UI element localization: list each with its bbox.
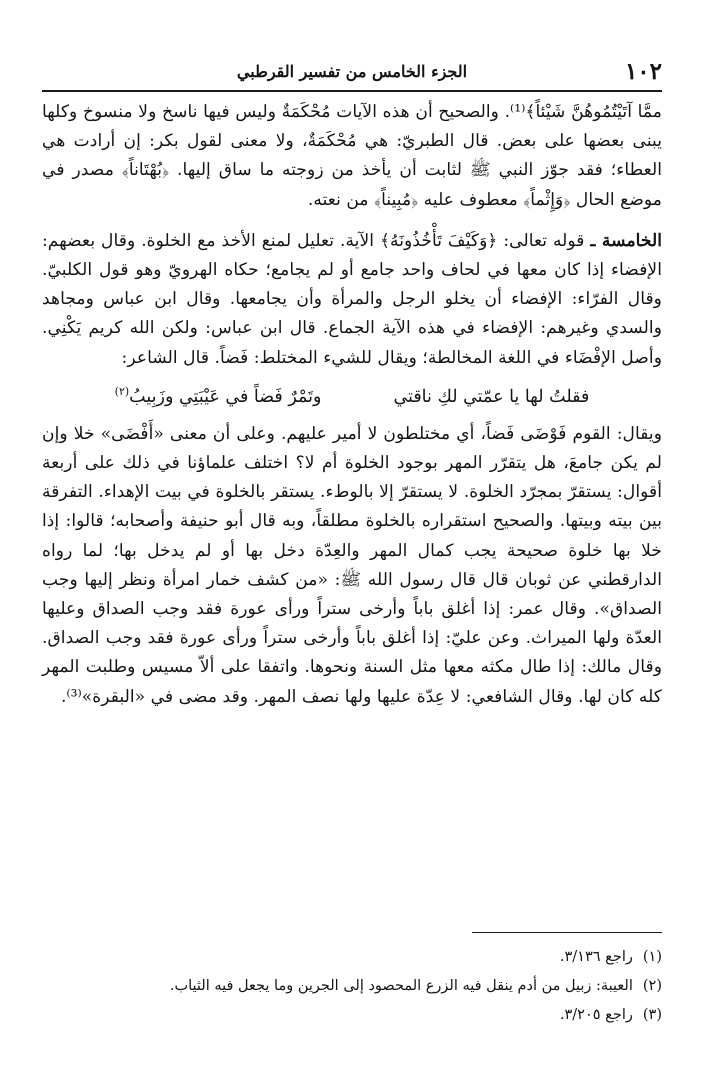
paragraph-2-text: قوله تعالى: ﴿وَكَيْفَ تَأْخُذُونَهُ﴾ الآية. تعليل لمنع الأخذ مع الخلوة. وقال بعضهم: الإفضاء إذا كان معها في لحاف واحد جامع أو لم يجامع؛ حكاه الهرويّ وهو قول الكلبيّ. وقال الفرّاء: الإفضاء أن يخلو الرجل والمرأة وأن يجامعها. وقال ابن عباس ومجاهد والسدي وغيرهم: الإفضاء في هذه الآية الجماع. قال ابن عباس: ولكن الله كريم يَكْنِي. وأصل الإفْضَاء في اللغة المخالطة؛ ويقال للشيء المختلط: فَضاً. قال الشاعر: bbox=[42, 230, 662, 368]
footnote-2 bbox=[42, 973, 662, 999]
footnote-1-text: راجع ٣/١٣٦. bbox=[559, 949, 633, 965]
verse-second-hemistich bbox=[115, 383, 322, 412]
footnote-3-text: راجع ٣/٢٠٥. bbox=[559, 1007, 633, 1023]
verse-footnote-mark: (٢) bbox=[114, 385, 130, 398]
footnote-2-mark: (٢) bbox=[642, 978, 662, 994]
footnote-2-text: العيبة: زبيل من أدم ينقل فيه الزرع المحصود إلى الجرين وما يجعل فيه الثياب. bbox=[169, 978, 633, 994]
paragraph-3: ويقال: القوم فَوْضَى فَضاً، أي مختلطون لا أمير عليهم. وعلى أن معنى «أَفْضَى» خلا وإن لم يكن جامعَ، هل يتقرّر المهر بوجود الخلوة أم لا؟ اختلف علماؤنا في ذلك على أربعة أقوال: يستقرّ بمجرّد الخلوة. لا يستقرّ إلا بالوطء. يستقر بالخلوة في بيت الإهداء. التفرقة بين بيته وبيتها. والصحيح استقراره بالخلوة مطلقاً، وبه قال أبو حنيفة وأصحابه؛ قالوا: إذا خلا بها خلوة صحيحة يجب كمال المهر والعِدّة دخل بها أو لم يدخل بها؛ لما رواه الدارقطني عن ثوبان قال قال رسول الله ﷺ: «من كشف خمار امرأة ونظر إليها وجب الصداق». وقال عمر: إذا أغلق باباً وأرخى ستراً ورأى عورة فقد وجب الصداق وعليها العدّة ولها الميراث. وعن عليّ: إذا أغلق باباً وأرخى ستراً ورأى عورة فقد وجب الصداق. وقال مالك: إذا طال مكثه معها مثل السنة ونحوها. واتفقا على ألاّ مسيس وطلبت المهر كله كان لها. وقال الشافعي: لا عِدّة عليها ولها نصف المهر. وقد مضى في «البقرة»⁽³⁾. bbox=[42, 423, 662, 707]
footnote-3 bbox=[42, 1002, 662, 1028]
verse-first-hemistich: فقلتُ لها يا عمّتي لكِ ناقتي bbox=[393, 386, 590, 407]
footnote-3-mark: (٣) bbox=[642, 1007, 662, 1023]
poetry-verse bbox=[42, 383, 662, 412]
paragraph-2 bbox=[42, 227, 662, 373]
verse-second-text: وتَمْرٌ فَضاً في عَيْبَتِي وزَبِيبُ bbox=[129, 386, 322, 407]
footnote-1 bbox=[42, 944, 662, 970]
paragraph-1: ممَّا آتَيْتُمُوهُنَّ شَيْئاً﴾⁽¹⁾. والصحيح أن هذه الآيات مُحْكَمَةٌ وليس فيها ناسخ ولا منسوخ وكلها يبنى بعضها على بعض. قال الطبريّ: هي مُحْكَمَةٌ، ولا معنى لقول بكر: إن أرادت هي العطاء؛ فقد جوّز النبي ﷺ لثابت أن يأخذ من زوجته ما ساق إليها. ﴿بُهْتَاناً﴾ مصدر في موضع الحال ﴿وَإِثْماً﴾ معطوف عليه ﴿مُبِيناً﴾ من نعته. bbox=[42, 102, 662, 210]
page-header bbox=[42, 58, 662, 92]
page-number: ١٠٢ bbox=[624, 58, 662, 85]
footnote-divider bbox=[472, 932, 662, 933]
footnotes bbox=[42, 944, 662, 1031]
running-title: الجزء الخامس من تفسير القرطبي bbox=[236, 62, 468, 81]
main-text bbox=[42, 98, 662, 712]
section-heading-fifth: الخامسة ـ bbox=[590, 230, 662, 251]
footnote-1-mark: (١) bbox=[642, 949, 662, 965]
